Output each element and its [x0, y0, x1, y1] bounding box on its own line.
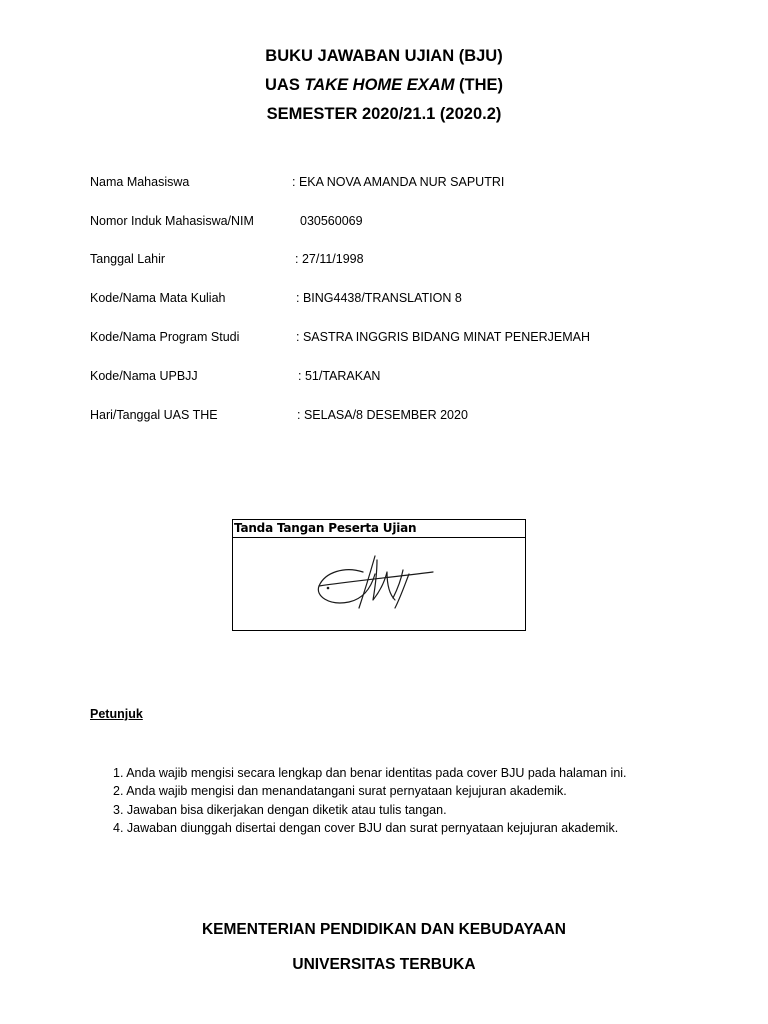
info-value: : EKA NOVA AMANDA NUR SAPUTRI [292, 175, 505, 189]
info-label: Nama Mahasiswa [90, 175, 190, 189]
info-value: : 27/11/1998 [295, 252, 364, 266]
title-line-3: SEMESTER 2020/21.1 (2020.2) [266, 105, 502, 123]
info-label: Tanggal Lahir [90, 252, 166, 266]
instructions-heading: Petunjuk [90, 707, 143, 721]
title-line-2 [0, 71, 768, 100]
info-value: : SELASA/8 DESEMBER 2020 [297, 408, 468, 422]
title-line-2-prefix: UAS [264, 76, 305, 94]
document-title [0, 42, 768, 129]
info-label: Hari/Tanggal UAS THE [90, 408, 218, 422]
info-value: : SASTRA INGGRIS BIDANG MINAT PENERJEMAH [296, 330, 591, 344]
signature-image [305, 550, 435, 616]
signature-heading: Tanda Tangan Peserta Ujian [233, 520, 525, 538]
info-label: Kode/Nama Program Studi [90, 330, 240, 344]
title-line-1: BUKU JAWABAN UJIAN (BJU) [265, 47, 503, 65]
instruction-item: 4. Jawaban diunggah disertai dengan cover BJU dan surat pernyataan kejujuran akademik. [113, 820, 619, 835]
title-line-2-italic: TAKE HOME EXAM [304, 76, 455, 94]
signature-box [232, 519, 526, 631]
info-value: 030560069 [300, 214, 363, 228]
instruction-item: 3. Jawaban bisa dikerjakan dengan diketik atau tulis tangan. [113, 802, 447, 817]
instruction-item: 2. Anda wajib mengisi dan menandatangani surat pernyataan kejujuran akademik. [113, 784, 567, 799]
info-label: Kode/Nama UPBJJ [90, 369, 198, 383]
info-value: : BING4438/TRANSLATION 8 [296, 291, 462, 305]
footer-ministry: KEMENTERIAN PENDIDIKAN DAN KEBUDAYAAN [201, 921, 566, 938]
instructions-list [113, 764, 627, 837]
footer-university: UNIVERSITAS TERBUKA [292, 956, 476, 973]
title-line-2-suffix: (THE) [454, 76, 504, 94]
info-label: Kode/Nama Mata Kuliah [90, 291, 226, 305]
info-label: Nomor Induk Mahasiswa/NIM [90, 214, 254, 228]
info-value: : 51/TARAKAN [298, 369, 381, 383]
instruction-item: 1. Anda wajib mengisi secara lengkap dan benar identitas pada cover BJU pada halaman ini. [113, 766, 627, 780]
